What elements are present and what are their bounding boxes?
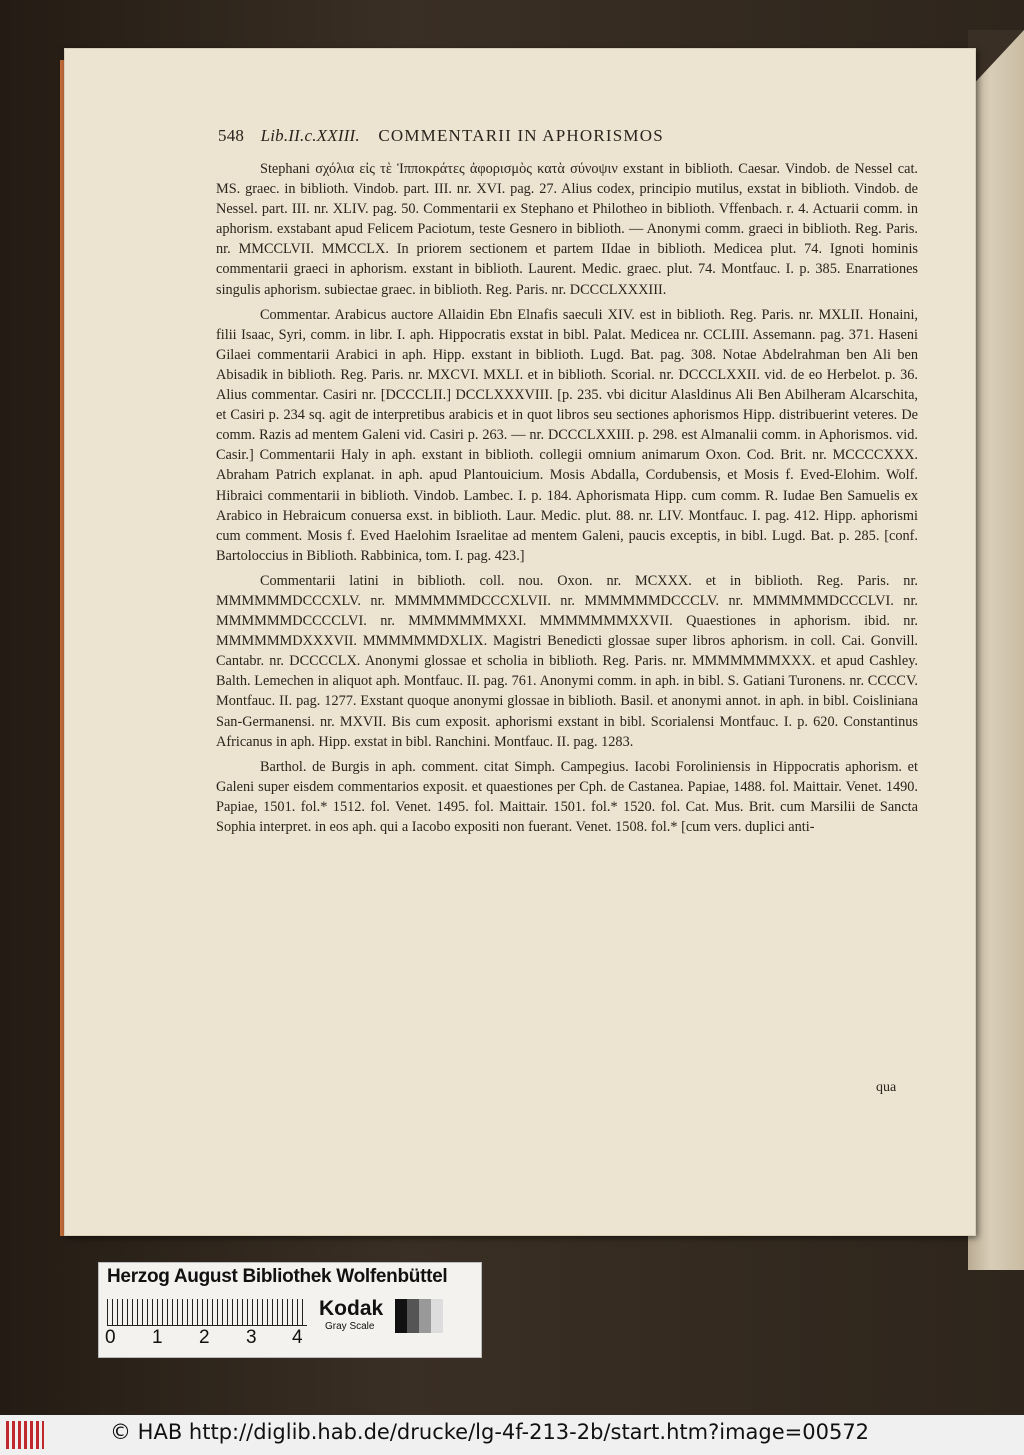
swatch-dark-gray [407,1299,419,1333]
footer-url[interactable]: © HAB http://diglib.hab.de/drucke/lg-4f-213-2b/start.htm?image=00572 [110,1420,870,1444]
scale-ruler [107,1299,307,1326]
page-number: 548 [218,126,245,145]
scale-number: 4 [292,1327,303,1348]
swatch-light-gray [431,1299,443,1333]
facing-page-edge [968,30,1024,1270]
catchword: qua [876,1080,897,1095]
kodak-brand: Kodak [319,1297,384,1320]
scale-number: 3 [246,1327,257,1348]
running-header [218,126,918,152]
hab-logo-icon [6,1421,44,1449]
paragraph: Commentarii latini in biblioth. coll. nou. Oxon. nr. MCXXX. et in biblioth. Reg. Paris. nr. MMMMMMDCCCXLV. nr. MMMMMMDCCCXLVII. nr. MMMMMMDCCCLV. nr. MMMMMMDCCCLVI. nr. MMMMMMDCCCCLVI. nr. MMMMMMMXXI. MMMMMMMXXVII. Quaestiones in aphorism. ibid. nr. MMMMMMDXXXVII. MMMMMMDXLIX. Magistri Benedicti glossae super libros aphorism. in coll. Cai. Gonvill. Cantabr. nr. DCCCCLX. Anonymi glossae et scholia in biblioth. Reg. Paris. nr. MMMMMMMXXX. et apud Cashley. Balth. Lemechen in aliquot aph. Montfauc. II. pag. 761. Anonymi comm. in aph. in bibl. S. Gatiani Turonens. nr. CCCCV. Montfauc. II. pag. 1277. Exstant quoque anonymi glossae in biblioth. Basil. et anonymi annot. in aph. in bibl. Coisliniana San-Germanensi. nr. MXVII. Bis cum exposit. aphorismi exstant in bibl. Scorialensi Montfauc. I. p. 620. Constantinus Africanus in aph. Hipp. exstat in bibl. Ranchini. Montfauc. II. pag. 1283. [216,572,918,750]
paragraph: Barthol. de Burgis in aph. comment. citat Simph. Campegius. Iacobi Foroliniensis in Hippocratis aphorism. et Galeni super eisdem commentarios exposit. et quaestiones per Cph. de Castanea. Papiae, 1488. fol. Maittair. Venet. 1490. Papiae, 1501. fol.* 1512. fol. Venet. 1495. fol. Maittair. 1501. fol.* 1520. fol. Cat. Mus. Brit. cum Marsilii de Sancta Sophia interpret. in eos aph. qui a Iacobo expositi non fuerant. Venet. 1508. fol.* [cum vers. duplici anti- [216,758,918,835]
paragraph: Stephani σχόλια εἰς τὲ Ἱπποκράτες ἀφορισμὸς κατὰ σύνοψιν exstant in biblioth. Caesar. Vindob. de Nessel cat. MS. graec. in biblioth. Vindob. part. III. nr. XVI. pag. 27. Alius codex, principio mutilus, exstat in biblioth. Vindob. de Nessel. part. III. nr. XLIV. pag. 50. Commentarii ex Stephano et Philotheo in biblioth. Vffenbach. r. 4. Actuarii comm. in aphorism. exstabant apud Felicem Paciotum, teste Gesnero in biblioth. — Anonymi comm. graeci in biblioth. Reg. Paris. nr. MMCCLVII. MMCCLX. In priorem sectionem et partem IIdae in biblioth. Medicea plut. 74. Ignoti hominis commentarii graeci in aphorism. exstant in biblioth. Laurent. Medic. graec. plut. 74. Montfauc. I. p. 385. Enarrationes singulis aphorism. subiectae graec. in biblioth. Reg. Paris. nr. DCCCLXXXIII. [216,161,918,298]
swatch-mid-gray [419,1299,431,1333]
scale-number: 0 [105,1327,116,1348]
scale-number: 2 [199,1327,210,1348]
kodak-subtitle: Gray Scale [325,1321,375,1332]
running-title: COMMENTARII IN APHORISMOS [378,126,664,145]
page-body [216,159,918,842]
gray-scale-swatches [395,1299,443,1333]
library-color-card [98,1262,482,1358]
swatch-black [395,1299,407,1333]
library-name: Herzog August Bibliothek Wolfenbüttel [107,1266,448,1287]
paragraph: Commentar. Arabicus auctore Allaidin Ebn Elnafis saeculi XIV. est in biblioth. Reg. Paris. nr. MXLII. Honaini, filii Isaac, Syri, comm. in libr. I. aph. Hippocratis exstat in bibl. Palat. Medicea nr. CCLIII. Assemann. pag. 371. Haseni Gilaei commentarii Arabici in aph. Hipp. exstant in biblioth. Lugd. Bat. pag. 308. Notae Abdelrahman ben Ali ben Abisadik in biblioth. Reg. Paris. nr. MXCVI. MXLI. et in biblioth. Scorial. nr. DCCCLXXII. vid. de eo Herbelot. p. 36. Alius commentar. Casiri nr. [DCCCLII.] DCCLXXXVIII. [p. 235. vbi dicitur Alasldinus Ali Ben Abilheram Alcarschita, et Casiri p. 234 sq. agit de interpretibus arabicis et in quot libros seu sectiones aphorismos Hipp. distribuerint veteres. De comm. Razis ad mentem Galeni vid. Casiri p. 263. — nr. DCCCLXXIII. p. 298. est Almanalii comm. in Aphorismos. vid. Casir.] Commentarii Haly in aph. exstant in biblioth. collegii omnium animarum Oxon. Cod. Brit. nr. MCCCCXXX. Abraham Patrich explanat. in aph. apud Plantouicium. Mosis Abdalla, Cordubensis, et Mosis f. Eved-Elohim. Wolf. Hibraici commentarii in biblioth. Vindob. Lambec. I. p. 184. Aphorismata Hipp. cum comm. R. Iudae Ben Samuelis ex Arabico in Hebraicum conuersa exst. in biblioth. Laur. Medic. plut. 88. nr. LIV. Montfauc. I. pag. 412. Hipp. aphorismi cum comment. Mosis f. Eved Haelohim Israelitae ad mentem Galeni, paucis exceptis, in bibl. Lugd. Bat. p. 285. [conf. Bartoloccius in Biblioth. Rabbinica, tom. I. pag. 423.] [216,306,918,564]
scale-number: 1 [152,1327,163,1348]
footer-bar [0,1415,1024,1455]
book-reference: Lib.II.c.XXIII. [260,126,360,145]
